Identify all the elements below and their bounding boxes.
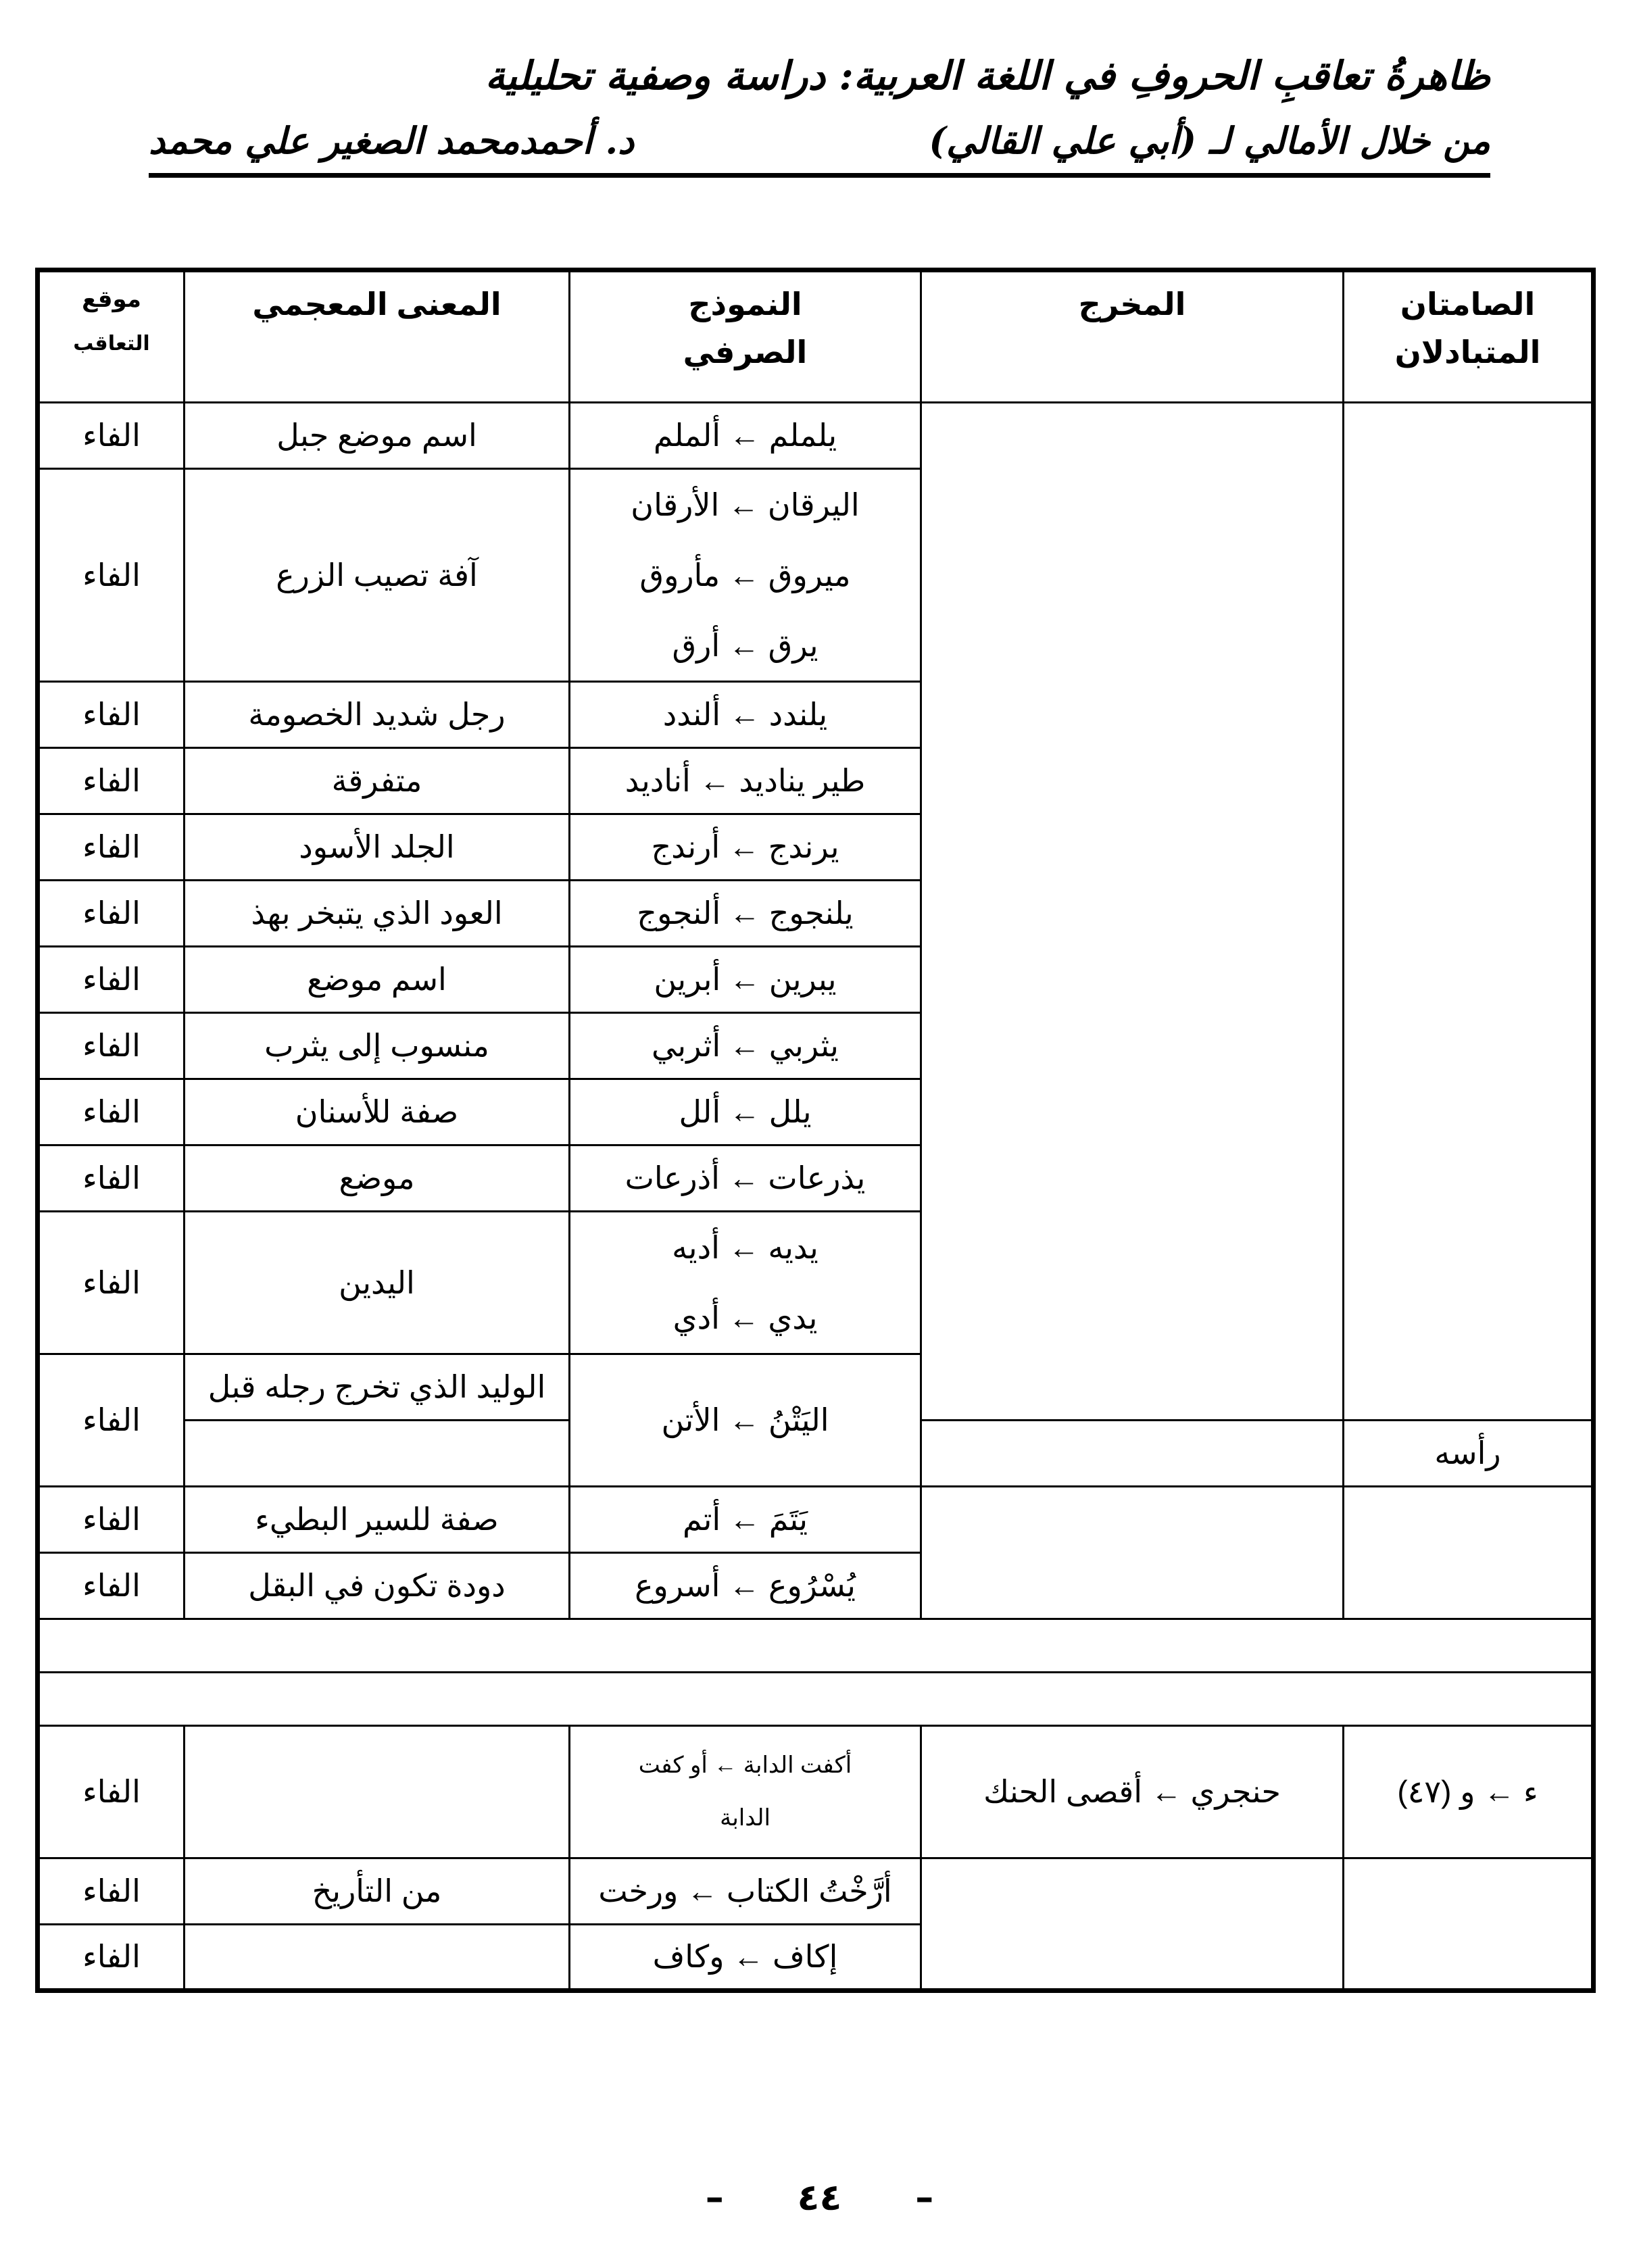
- cell-location: الفاء: [38, 1145, 185, 1212]
- cell-model: يُسْرُوع ← أسروع: [570, 1553, 921, 1619]
- cell-meaning: اسم موضع: [185, 947, 570, 1013]
- cell-meaning: متفرقة: [185, 748, 570, 814]
- model-line: اليرقان ← الأرقان: [631, 487, 860, 522]
- cell-meaning: دودة تكون في البقل: [185, 1553, 570, 1619]
- cell-model: يلندد ← ألندد: [570, 682, 921, 748]
- cell-meaning: موضع: [185, 1145, 570, 1212]
- cell-model: يَتَمَ ← أتم: [570, 1487, 921, 1553]
- model-line: أكفت الدابة ← أو كفت: [638, 1752, 852, 1779]
- cell-model: طير يناديد ← أناديد: [570, 748, 921, 814]
- col-header-articulation: المخرج: [921, 270, 1344, 403]
- model-line: ميروق ← مأروق: [639, 558, 851, 593]
- cell-model: يرندج ← أرندج: [570, 814, 921, 881]
- cell-location: الفاء: [38, 1726, 185, 1858]
- model-line: يرق ← أرق: [672, 628, 818, 663]
- cell-meaning: اليدين: [185, 1212, 570, 1354]
- cell-location: الفاء: [38, 1079, 185, 1145]
- cell-articulation-empty: [921, 403, 1344, 1421]
- cell-location: الفاء: [38, 1925, 185, 1991]
- cell-meaning: صفة للأسنان: [185, 1079, 570, 1145]
- cell-model: يبرين ← أبرين: [570, 947, 921, 1013]
- cell-meaning: اسم موضع جبل: [185, 403, 570, 469]
- cell-location: الفاء: [38, 881, 185, 947]
- cell-model: إكاف ← وكاف: [570, 1925, 921, 1991]
- col-header-meaning: المعنى المعجمي: [185, 270, 570, 403]
- cell-model: [570, 1726, 921, 1858]
- cell-consonants-empty: [1344, 1487, 1594, 1619]
- cell-location: الفاء: [38, 748, 185, 814]
- blank-cell: [38, 1619, 1594, 1673]
- col-header-consonants: الصامتان المتبادلان: [1344, 270, 1594, 403]
- page-number-value: ٤٤: [797, 2176, 842, 2219]
- table-row: [38, 1726, 1594, 1858]
- cell-articulation: حنجري ← أقصى الحنك: [921, 1726, 1344, 1858]
- cell-location: الفاء: [38, 1487, 185, 1553]
- cell-meaning: من التأريخ: [185, 1858, 570, 1925]
- cell-location: الفاء: [38, 403, 185, 469]
- cell-model: يلملم ← ألملم: [570, 403, 921, 469]
- table-row: [38, 403, 1594, 469]
- page-number: [0, 2176, 1639, 2219]
- cell-articulation-empty: [921, 1858, 1344, 1991]
- table-row: [38, 1858, 1594, 1925]
- cell-location: الفاء: [38, 947, 185, 1013]
- cell-location: الفاء: [38, 1354, 185, 1487]
- blank-cell: [38, 1673, 1594, 1726]
- cell-meaning: [185, 1925, 570, 1991]
- cell-location: الفاء: [38, 682, 185, 748]
- blank-row: [38, 1673, 1594, 1726]
- running-header-subtitle: [149, 119, 1490, 178]
- cell-location: الفاء: [38, 1013, 185, 1079]
- cell-consonants-empty: [1344, 1858, 1594, 1991]
- col-header-location: موقع التعاقب: [38, 270, 185, 403]
- table-header-row: [38, 270, 1594, 403]
- cell-location: الفاء: [38, 1553, 185, 1619]
- cell-consonants-empty: [1344, 403, 1594, 1421]
- cell-consonants: ء ← و (٤٧): [1344, 1726, 1594, 1858]
- cell-meaning: صفة للسير البطيء: [185, 1487, 570, 1553]
- cell-model: اليَتْنُ ← الأتن: [570, 1354, 921, 1487]
- cell-articulation-empty: [921, 1487, 1344, 1619]
- cell-model: يذرعات ← أذرعات: [570, 1145, 921, 1212]
- blank-row: [38, 1619, 1594, 1673]
- page-dash-right: –: [915, 2176, 934, 2219]
- cell-meaning: الجلد الأسود: [185, 814, 570, 881]
- model-line: يدي ← أدي: [672, 1300, 818, 1335]
- page-dash-left: –: [705, 2176, 724, 2219]
- cell-meaning: العود الذي يتبخر بهذ: [185, 881, 570, 947]
- cell-meaning: آفة تصيب الزرع: [185, 469, 570, 682]
- cell-model: يلل ← ألل: [570, 1079, 921, 1145]
- consonant-alternation-table: [35, 268, 1596, 1993]
- col-header-model: النموذج الصرفي: [570, 270, 921, 403]
- header-author: د. أحمدمحمد الصغير علي محمد: [149, 119, 635, 162]
- cell-meaning: منسوب إلى يثرب: [185, 1013, 570, 1079]
- cell-location: الفاء: [38, 1212, 185, 1354]
- cell-location: الفاء: [38, 469, 185, 682]
- cell-model: [570, 1212, 921, 1354]
- cell-location: الفاء: [38, 814, 185, 881]
- cell-model: [570, 469, 921, 682]
- cell-meaning-part-a: الوليد الذي تخرج رجله قبل: [185, 1354, 570, 1421]
- cell-meaning: [185, 1726, 570, 1858]
- model-line: الدابة: [720, 1804, 770, 1831]
- running-header-title: ظاهرةُ تعاقبِ الحروفِ في اللغة العربية: دراسة وصفية تحليلية: [485, 53, 1490, 99]
- cell-model: يلنجوج ← ألنجوج: [570, 881, 921, 947]
- model-line: يديه ← أديه: [672, 1230, 818, 1265]
- table-row: [38, 1487, 1594, 1553]
- cell-model: أرَّخْتُ الكتاب ← ورخت: [570, 1858, 921, 1925]
- cell-meaning: رجل شديد الخصومة: [185, 682, 570, 748]
- cell-model: يثربي ← أثربي: [570, 1013, 921, 1079]
- cell-meaning-part-b: رأسه: [1344, 1421, 1594, 1487]
- cell-location: الفاء: [38, 1858, 185, 1925]
- header-source: من خلال الأمالي لـ (أبي علي القالي): [929, 119, 1490, 162]
